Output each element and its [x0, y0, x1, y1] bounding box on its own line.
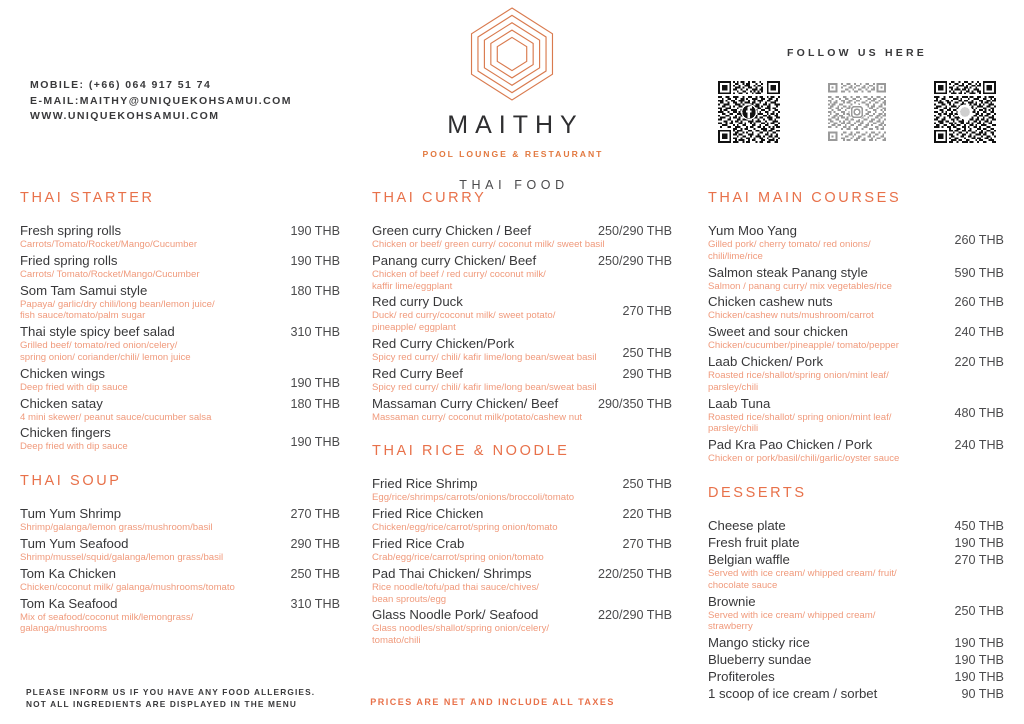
- menu-item: [20, 424, 340, 453]
- item-name: Blueberry sundae: [707, 652, 812, 668]
- menu-item: [372, 535, 672, 564]
- menu-item: [20, 505, 340, 534]
- item-description: Carrots/Tomato/Rocket/Mango/Cucumber: [20, 239, 198, 250]
- item-name: Chicken satay: [20, 395, 103, 411]
- menu-item: [372, 475, 672, 504]
- section-items: [708, 517, 1004, 702]
- menu-item: [708, 668, 1004, 685]
- item-description: Chicken/cashew nuts/mushroom/carrot: [707, 310, 874, 322]
- menu-item: [708, 353, 1004, 394]
- menu-item: [372, 606, 672, 647]
- item-price: 270 THB: [954, 552, 1004, 567]
- contact-mobile: MOBILE: (+66) 064 917 51 74: [30, 79, 212, 91]
- item-name: Yum Moo Yang: [707, 223, 797, 238]
- item-description: Shrimp/galanga/lemon grass/mushroom/basil: [20, 522, 213, 534]
- item-price: 190 THB: [954, 670, 1004, 685]
- menu-column-right: [678, 190, 1010, 702]
- menu-item: [20, 222, 340, 251]
- menu-item: [372, 252, 672, 293]
- section-items: [20, 505, 340, 635]
- menu-item: [372, 222, 672, 251]
- section-title: THAI CURRY: [371, 190, 487, 206]
- item-name: Mango sticky rice: [707, 635, 810, 651]
- instagram-qr-code[interactable]: [826, 81, 888, 143]
- section-items: [20, 222, 340, 453]
- section-items: [372, 222, 672, 423]
- item-name: Chicken fingers: [20, 425, 111, 441]
- item-price: 190 THB: [290, 435, 340, 450]
- item-price: 270 THB: [622, 536, 672, 551]
- menu-item: [708, 593, 1004, 634]
- item-description: Duck/ red curry/coconut milk/ sweet potato/ pineapple/ eggplant: [371, 310, 556, 334]
- item-price: 270 THB: [290, 507, 340, 522]
- item-description: Roasted rice/shallot/spring onion/mint leaf/ parsley/chili: [707, 369, 889, 393]
- menu-item: [708, 551, 1004, 592]
- menu-item: [20, 595, 340, 636]
- section-thai-soup: [20, 473, 340, 635]
- item-name: Glass Noodle Pork/ Seafood: [371, 607, 539, 623]
- item-description: Chicken of beef / red curry/ coconut milk/ kaffir lime/eggplant: [371, 268, 546, 292]
- brand-name: MAITHY: [447, 111, 584, 139]
- item-description: Deep fried with dip sauce: [20, 441, 128, 453]
- menu-item: [708, 517, 1004, 534]
- menu-item: [372, 365, 672, 394]
- item-description: Chicken/egg/rice/carrot/spring onion/tomato: [371, 522, 558, 534]
- item-name: Massaman Curry Chicken/ Beef: [371, 395, 559, 411]
- section-thai-main-courses: [708, 190, 1004, 465]
- item-price: 290/350 THB: [597, 396, 672, 411]
- item-price: 310 THB: [290, 596, 340, 611]
- item-name: Pad Kra Pao Chicken / Pork: [707, 437, 873, 453]
- item-name: Chicken wings: [20, 365, 106, 381]
- item-price: 220/290 THB: [597, 608, 672, 623]
- item-price: 220 THB: [622, 507, 672, 522]
- item-description: Gilled pork/ cherry tomato/ red onions/ chili/lime/rice: [707, 239, 871, 262]
- item-description: Shrimp/mussel/squid/galanga/lemon grass/basil: [20, 551, 224, 563]
- brand-cuisine-label: THAI FOOD: [459, 178, 569, 192]
- item-name: Laab Tuna: [707, 395, 771, 411]
- item-price: 250/290 THB: [597, 253, 672, 268]
- item-name: Tom Ka Seafood: [20, 595, 118, 611]
- item-price: 190 THB: [954, 636, 1004, 651]
- item-name: Tum Yum Shrimp: [20, 506, 122, 522]
- item-name: Profiteroles: [707, 669, 775, 685]
- item-description: Chicken/coconut milk/ galanga/mushrooms/tomato: [20, 581, 235, 593]
- item-description: Chicken or pork/basil/chili/garlic/oyster sauce: [707, 453, 900, 465]
- item-price: 250/290 THB: [597, 224, 672, 238]
- section-desserts: [708, 485, 1004, 702]
- menu-item: [708, 651, 1004, 668]
- item-price: 260 THB: [954, 233, 1004, 247]
- item-name: Cheese plate: [707, 517, 786, 533]
- item-price: 190 THB: [290, 224, 340, 238]
- item-description: Crab/egg/rice/carrot/spring onion/tomato: [371, 551, 544, 563]
- item-name: Brownie: [707, 593, 756, 609]
- item-price: 190 THB: [954, 535, 1004, 550]
- item-price: 250 THB: [622, 345, 672, 360]
- item-description: Spicy red curry/ chili/ kafir lime/long bean/sweat basil: [371, 351, 597, 363]
- item-name: Belgian waffle: [707, 551, 790, 567]
- menu-footer: [0, 686, 1024, 710]
- item-price: 450 THB: [954, 518, 1004, 533]
- item-name: Panang curry Chicken/ Beef: [371, 252, 537, 268]
- item-description: Served with ice cream/ whipped cream/ fruit/ chocolate sauce: [707, 567, 897, 591]
- menu-item: [708, 436, 1004, 465]
- tax-notice: PRICES ARE NET AND INCLUDE ALL TAXES: [370, 697, 615, 707]
- menu-column-center: [346, 190, 678, 702]
- menu-item: [708, 534, 1004, 551]
- item-name: Sweet and sour chicken: [707, 324, 848, 340]
- item-price: 240 THB: [954, 438, 1004, 453]
- item-description: Massaman curry/ coconut milk/potato/cashew nut: [371, 411, 583, 423]
- menu-item: [708, 264, 1004, 293]
- item-price: 480 THB: [954, 405, 1004, 420]
- item-name: Tum Yum Seafood: [20, 535, 129, 551]
- section-items: [372, 475, 672, 647]
- item-price: 250 THB: [622, 477, 672, 492]
- allergy-notice-line-1: PLEASE INFORM US IF YOU HAVE ANY FOOD ALLERGIES.: [26, 687, 316, 697]
- item-description: Papaya/ garlic/dry chili/long bean/lemon juice/ fish sauce/tomato/palm sugar: [20, 298, 215, 322]
- menu-item: [708, 395, 1004, 436]
- item-price: 290 THB: [622, 366, 672, 381]
- item-price: 270 THB: [622, 304, 672, 319]
- item-price: 590 THB: [954, 265, 1004, 280]
- menu-item: [708, 293, 1004, 322]
- item-name: Red Curry Beef: [371, 365, 463, 381]
- menu-header: [0, 0, 1024, 190]
- item-description: Glass noodles/shallot/spring onion/celery/ tomato/chili: [371, 623, 550, 647]
- item-name: Pad Thai Chicken/ Shrimps: [371, 565, 532, 581]
- qr-code-row: [712, 81, 1002, 143]
- section-title: DESSERTS: [707, 484, 807, 501]
- menu-item: [708, 323, 1004, 352]
- item-description: Grilled beef/ tomato/red onion/celery/ spring onion/ coriander/chili/ lemon juice: [20, 340, 191, 363]
- menu-item: [372, 335, 672, 364]
- menu-item: [20, 252, 340, 281]
- section-items: [708, 222, 1004, 465]
- allergy-notice-line-2: NOT ALL INGREDIENTS ARE DISPLAYED IN THE MENU: [26, 699, 298, 709]
- item-price: 180 THB: [290, 396, 340, 411]
- item-name: Thai style spicy beef salad: [20, 324, 175, 340]
- item-name: Fresh fruit plate: [707, 534, 800, 550]
- item-price: 310 THB: [290, 325, 340, 340]
- menu-item: [372, 505, 672, 534]
- item-description: 4 mini skewer/ peanut sauce/cucumber salsa: [20, 411, 212, 423]
- item-description: Chicken/cucumber/pineapple/ tomato/pepper: [707, 340, 899, 352]
- allergy-notice: [26, 686, 315, 710]
- section-title: THAI MAIN COURSES: [707, 190, 902, 206]
- item-description: Served with ice cream/ whipped cream/ strawberry: [707, 609, 876, 633]
- item-name: Fried Rice Crab: [371, 535, 465, 551]
- item-price: 90 THB: [961, 687, 1004, 702]
- follow-us-block: [712, 47, 1002, 143]
- item-description: Chicken or beef/ green curry/ coconut milk/ sweet basil: [371, 239, 605, 250]
- menu-item: [372, 293, 672, 334]
- menu-item: [708, 634, 1004, 651]
- item-name: Fresh spring rolls: [20, 223, 122, 238]
- item-description: Deep fried with dip sauce: [20, 381, 128, 393]
- item-name: Fried Rice Shrimp: [371, 476, 478, 492]
- item-name: Som Tam Samui style: [20, 282, 148, 298]
- menu-columns: [0, 190, 1024, 702]
- section-title: THAI STARTER: [20, 190, 155, 206]
- item-name: Chicken cashew nuts: [707, 294, 833, 310]
- menu-item: [20, 535, 340, 564]
- section-title: THAI RICE & NOODLE: [371, 443, 570, 460]
- item-price: 190 THB: [290, 253, 340, 268]
- item-description: Spicy red curry/ chili/ kafir lime/long bean/sweat basil: [371, 381, 597, 393]
- item-name: Tom Ka Chicken: [20, 565, 117, 581]
- item-price: 180 THB: [290, 283, 340, 298]
- menu-item: [20, 323, 340, 364]
- item-description: Roasted rice/shallot/ spring onion/mint leaf/ parsley/chili: [707, 411, 892, 435]
- item-price: 220/250 THB: [597, 566, 672, 581]
- item-price: 290 THB: [290, 536, 340, 551]
- item-price: 190 THB: [290, 375, 340, 390]
- item-description: Salmon / panang curry/ mix vegetables/rice: [707, 280, 892, 292]
- facebook-qr-code[interactable]: [718, 81, 780, 143]
- item-name: Laab Chicken/ Pork: [707, 353, 824, 369]
- contact-website: WWW.UNIQUEKOHSAMUI.COM: [30, 110, 220, 122]
- section-title: THAI SOUP: [20, 473, 122, 490]
- section-thai-starter: [20, 190, 340, 453]
- item-name: Red Curry Chicken/Pork: [371, 335, 515, 351]
- menu-item: [708, 222, 1004, 263]
- menu-item: [20, 365, 340, 394]
- item-name: Fried Rice Chicken: [371, 506, 484, 522]
- item-name: Green curry Chicken / Beef: [371, 223, 532, 238]
- maithy-diamond-logo-icon: [466, 6, 558, 102]
- item-name: Fried spring rolls: [20, 252, 118, 268]
- item-price: 250 THB: [290, 566, 340, 581]
- item-price: 260 THB: [954, 295, 1004, 310]
- section-thai-rice-noodle: [372, 443, 672, 647]
- item-price: 250 THB: [954, 603, 1004, 618]
- brand-tagline: POOL LOUNGE & RESTAURANT: [422, 149, 604, 159]
- tripadvisor-qr-code[interactable]: [934, 81, 996, 143]
- item-name: Red curry Duck: [371, 294, 463, 310]
- section-thai-curry: [372, 190, 672, 423]
- item-price: 240 THB: [954, 325, 1004, 340]
- item-name: 1 scoop of ice cream / sorbet: [707, 686, 878, 702]
- item-description: Mix of seafood/coconut milk/lemongrass/ galanga/mushrooms: [20, 611, 194, 635]
- contact-email: E-MAIL:MAITHY@UNIQUEKOHSAMUI.COM: [30, 94, 292, 107]
- menu-item: [20, 565, 340, 594]
- item-price: 220 THB: [954, 354, 1004, 369]
- follow-us-title: FOLLOW US HERE: [787, 47, 927, 59]
- item-description: Rice noodle/tofu/pad thai sauce/chives/ bean sprouts/egg: [371, 581, 539, 605]
- menu-item: [20, 282, 340, 323]
- menu-column-left: [14, 190, 346, 702]
- item-name: Salmon steak Panang style: [707, 264, 868, 280]
- menu-item: [20, 395, 340, 424]
- item-description: Carrots/ Tomato/Rocket/Mango/Cucumber: [20, 268, 200, 280]
- menu-item: [372, 395, 672, 424]
- item-description: Egg/rice/shrimps/carrots/onions/broccoli/tomato: [371, 492, 575, 504]
- item-price: 190 THB: [954, 653, 1004, 668]
- menu-item: [372, 565, 672, 606]
